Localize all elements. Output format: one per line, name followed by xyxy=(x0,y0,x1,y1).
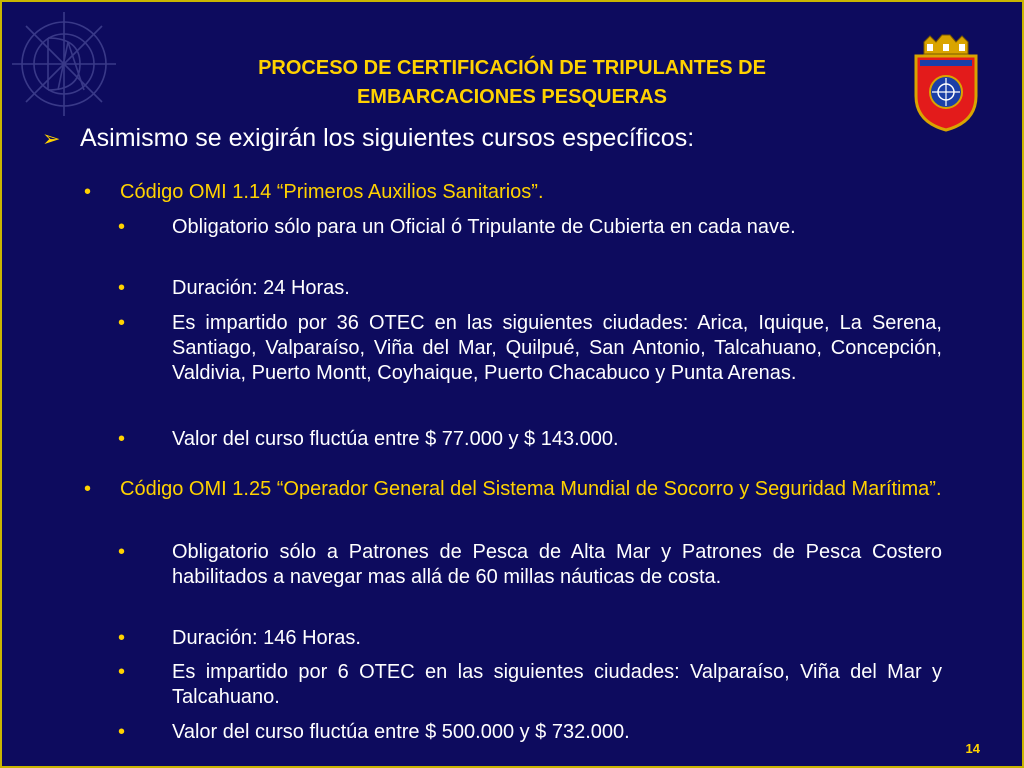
course-detail: • Obligatorio sólo para un Oficial ó Tripulante de Cubierta en cada nave. xyxy=(118,216,796,238)
course-heading: • Código OMI 1.14 “Primeros Auxilios Sanitarios”. xyxy=(84,181,544,203)
title-line-1: PROCESO DE CERTIFICACIÓN DE TRIPULANTES DE xyxy=(258,57,766,79)
bullet-dot-icon: • xyxy=(84,478,92,500)
course-heading: • Código OMI 1.25 “Operador General del Sistema Mundial de Socorro y Seguridad Marítima”. xyxy=(84,478,942,500)
title-line-2: EMBARCACIONES PESQUERAS xyxy=(356,86,668,108)
bullet-dot-icon: • xyxy=(118,721,126,743)
bullet-dot-icon: • xyxy=(84,181,92,203)
course-detail: • Valor del curso fluctúa entre $ 500.000 y $ 732.000. xyxy=(118,721,630,743)
bullet-dot-icon: • xyxy=(118,541,126,563)
arrow-bullet-icon: ➢ xyxy=(42,126,61,151)
slide-title xyxy=(172,54,852,112)
main-point-text: Asimismo se exigirán los siguientes cursos específicos: xyxy=(80,124,695,152)
bullet-dot-icon: • xyxy=(118,661,126,683)
compass-watermark-icon xyxy=(8,8,120,120)
navy-shield-icon xyxy=(910,34,982,132)
course-detail: • Es impartido por 6 OTEC en las siguientes ciudades: Valparaíso, Viña del Mar y Talcahuano. xyxy=(118,661,942,708)
course-detail: • Es impartido por 36 OTEC en las siguientes ciudades: Arica, Iquique, La Serena, Santiago, Valparaíso, Viña del Mar, Quilpué, San Antonio, Talcahuano, Concepción, Valdivia, Puerto Montt, Coyhaique, Puerto Chacabuco y Punta Arenas. xyxy=(118,312,942,384)
course-detail: • Duración: 146 Horas. xyxy=(118,627,361,649)
bullet-dot-icon: • xyxy=(118,216,126,238)
page-number: 14 xyxy=(965,741,980,756)
course-detail: • Obligatorio sólo a Patrones de Pesca de Alta Mar y Patrones de Pesca Costero habilitados a navegar mas allá de 60 millas náuticas de costa. xyxy=(118,541,942,588)
course-detail: • Duración: 24 Horas. xyxy=(118,277,350,299)
bullet-dot-icon: • xyxy=(118,312,126,334)
bullet-dot-icon: • xyxy=(118,428,126,450)
course-detail: • Valor del curso fluctúa entre $ 77.000 y $ 143.000. xyxy=(118,428,619,450)
bullet-dot-icon: • xyxy=(118,277,126,299)
bullet-dot-icon: • xyxy=(118,627,126,649)
